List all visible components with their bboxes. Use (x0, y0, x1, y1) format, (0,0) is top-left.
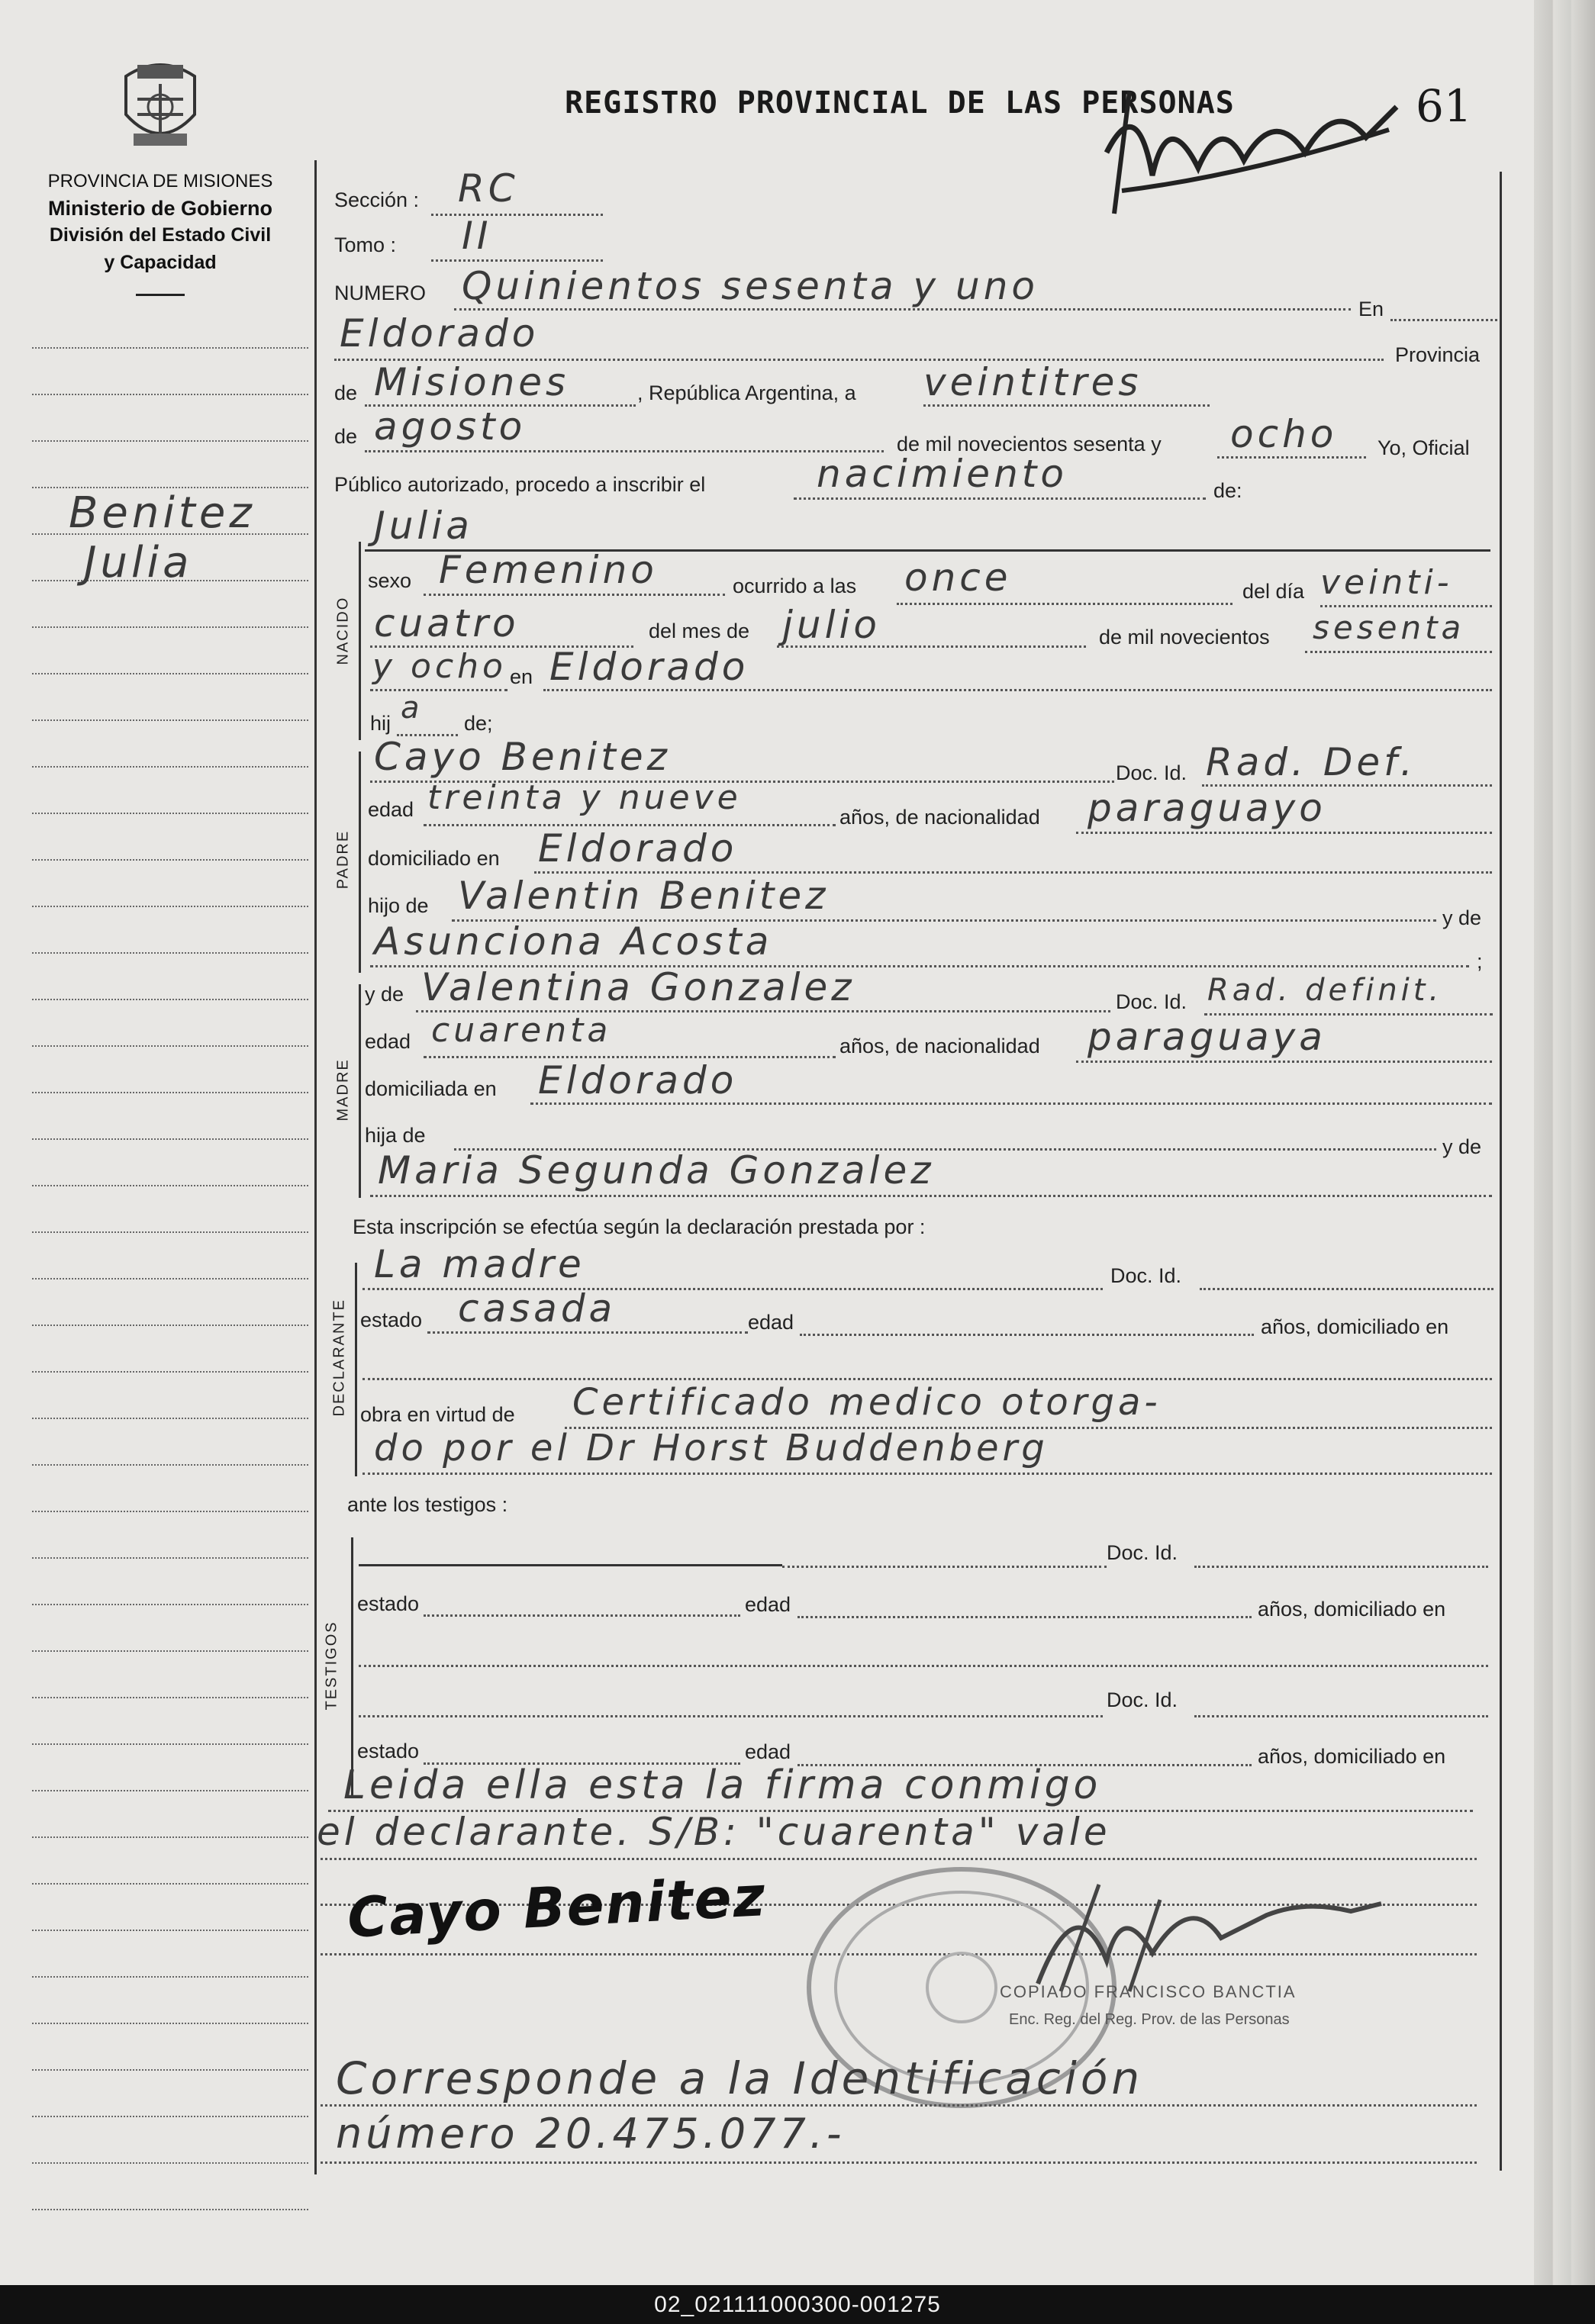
margin-ruled-line (32, 2069, 308, 2071)
org-divider (136, 294, 185, 296)
testigo2-doc-line (1194, 1715, 1488, 1717)
padre-nombre-value: Cayo Benitez (374, 735, 671, 779)
de-label-1: de (334, 381, 358, 404)
testigo1-nombre-line (359, 1564, 782, 1566)
margin-ruled-line (32, 1371, 308, 1373)
margin-ruled-line (32, 906, 308, 907)
padre-label: PADRE (334, 829, 352, 890)
inscripto-value: Julia (374, 504, 473, 548)
madre-edad-value: cuarenta (431, 1011, 612, 1050)
testigos-label: TESTIGOS (323, 1621, 340, 1711)
dia-nac-value-1: veinti- (1320, 563, 1453, 602)
org-line-1: PROVINCIA DE MISIONES (47, 171, 273, 192)
margin-ruled-line (32, 719, 308, 721)
padre-doc-value: Rad. Def. (1206, 740, 1416, 784)
margin-ruled-line (32, 2116, 308, 2117)
madre-y-de-label: y de (1442, 1135, 1482, 1158)
de-colon-label: de: (1213, 479, 1242, 502)
yo-oficial-label: Yo, Oficial (1378, 436, 1470, 459)
de-mil-nov-label: de mil novecientos (1099, 626, 1270, 649)
margin-ruled-line (32, 673, 308, 674)
org-line-2: Ministerio de Gobierno (47, 197, 273, 220)
left-frame-line (314, 160, 317, 2174)
official-signature-top (1091, 61, 1412, 221)
margin-ruled-line (32, 2162, 308, 2164)
official-signature-bottom (1015, 1869, 1397, 1999)
image-code-footer: 02_021111000300-001275 (0, 2285, 1595, 2324)
padre-edad-label: edad (368, 798, 414, 821)
sexo-label: sexo (368, 569, 412, 592)
lugar-nac-line (543, 689, 1492, 691)
inscripcion-label: Esta inscripción se efectúa según la declaración prestada por : (353, 1215, 926, 1238)
hij-label: hij (370, 712, 392, 735)
seccion-label: Sección : (334, 188, 420, 211)
provincia-label: Provincia (1395, 343, 1481, 366)
de-mil-label: de mil novecientos sesenta y (897, 433, 1162, 455)
margin-ruled-line (32, 1790, 308, 1791)
margin-ruled-line (32, 1092, 308, 1093)
sexo-line (424, 594, 725, 596)
org-line-3: División del Estado Civil (49, 224, 272, 246)
madre-doc-label: Doc. Id. (1116, 990, 1187, 1013)
margin-ruled-line (32, 1604, 308, 1605)
page-number: 61 (1416, 80, 1472, 132)
del-dia-label: del día (1242, 580, 1305, 603)
padre-padre-value: Valentin Benitez (458, 874, 830, 918)
declarante-edad-label: edad (748, 1311, 794, 1334)
tomo-line (431, 259, 603, 262)
acto-value: nacimiento (817, 452, 1068, 496)
tomo-value: II (462, 214, 492, 258)
margin-ruled-line (32, 1976, 308, 1978)
testigo1-doc-line (1194, 1566, 1488, 1568)
margin-ruled-line (32, 1511, 308, 1512)
margin-ruled-line (32, 1325, 308, 1326)
madre-edad-label: edad (365, 1030, 411, 1053)
declarante-label: DECLARANTE (330, 1299, 348, 1417)
hora-line (897, 603, 1232, 605)
declarante-dom-line (362, 1378, 1492, 1380)
margin-ruled-line (32, 440, 308, 442)
cierre-value-2: el declarante. S/B: "cuarenta" vale (317, 1810, 1111, 1854)
nota-line-1 (321, 2104, 1477, 2107)
padre-dom-value: Eldorado (538, 826, 738, 871)
numero-label: NUMERO (334, 282, 426, 304)
hijo-de-label: hijo de (368, 894, 429, 917)
testigo1-nombre-line-b (782, 1566, 1107, 1568)
testigo2-estado-label: estado (357, 1740, 420, 1762)
padre-bracket (359, 752, 361, 973)
lugar-value: Eldorado (340, 311, 540, 356)
testigo2-nombre-line (359, 1715, 1103, 1717)
padre-y-de-label: y de (1442, 906, 1482, 929)
declarante-doc-label: Doc. Id. (1110, 1264, 1182, 1287)
testigo1-dom-line (359, 1665, 1488, 1667)
numero-value: Quinientos sesenta y uno (462, 264, 1039, 308)
padre-nac-line (1076, 832, 1492, 834)
declarante-bracket (355, 1263, 357, 1476)
obra-label: obra en virtud de (360, 1403, 515, 1426)
dia-registro-value: veintitres (923, 360, 1142, 404)
anio-nac-value-2: y ocho (372, 647, 507, 686)
tomo-label: Tomo : (334, 233, 397, 256)
numero-line (454, 308, 1351, 311)
testigo1-edad-label: edad (745, 1593, 791, 1616)
madre-anos-label: años, de nacionalidad (839, 1035, 1040, 1057)
margin-ruled-line (32, 1836, 308, 1838)
testigos-bracket (351, 1537, 353, 1797)
testigo1-estado-line (424, 1614, 740, 1617)
org-line-4: y Capacidad (104, 252, 217, 273)
margin-ruled-line (32, 1231, 308, 1233)
ocurrido-label: ocurrido a las (733, 575, 857, 597)
dia-nac-line (1320, 605, 1492, 607)
margin-ruled-line (32, 2023, 308, 2024)
testigo2-anos-label: años, domiciliado en (1258, 1745, 1446, 1768)
seccion-value: RC (458, 166, 519, 211)
lugar-nac-value: Eldorado (549, 645, 749, 689)
de-semi-label: de; (464, 712, 493, 735)
provincia-value: Misiones (374, 360, 570, 404)
nota-value-2: número 20.475.077.- (336, 2110, 846, 2158)
margin-ruled-line (32, 1650, 308, 1652)
book-page-edges (1534, 0, 1595, 2285)
nota-line-2 (321, 2161, 1477, 2164)
margin-ruled-line (32, 1278, 308, 1279)
nota-value-1: Corresponde a la Identificación (336, 2052, 1144, 2104)
madre-dom-line (530, 1102, 1492, 1105)
obra-line-2 (362, 1473, 1492, 1475)
madre-madre-value: Maria Segunda Gonzalez (378, 1148, 935, 1193)
padre-madre-value: Asunciona Acosta (374, 919, 773, 964)
hora-value: once (904, 555, 1012, 600)
cierre-value-1: Leida ella esta la firma conmigo (343, 1762, 1102, 1808)
obra-value-1: Certificado medico otorga- (572, 1381, 1162, 1424)
testigo2-edad-label: edad (745, 1740, 791, 1763)
madre-doc-value: Rad. definit. (1207, 973, 1443, 1008)
del-mes-label: del mes de (649, 620, 750, 642)
margin-ruled-line (32, 1743, 308, 1745)
cierre-line-2 (321, 1858, 1477, 1860)
stamp-role: Enc. Reg. del Reg. Prov. de las Personas (1009, 2011, 1290, 2028)
testigo1-anos-label: años, domiciliado en (1258, 1598, 1446, 1621)
margin-ruled-line (32, 766, 308, 768)
anio-nac-line-2 (370, 689, 508, 691)
margin-firstname: Julia (84, 538, 193, 587)
hija-de-label: hija de (365, 1124, 426, 1147)
declarante-anos-label: años, domiciliado en (1261, 1315, 1449, 1338)
madre-nombre-value: Valentina Gonzalez (421, 965, 856, 1009)
en-label: En (1358, 298, 1384, 320)
declarante-estado-label: estado (360, 1308, 423, 1331)
en-line (1390, 319, 1497, 321)
margin-ruled-line (32, 1697, 308, 1698)
republica-label: , República Argentina, a (637, 381, 856, 404)
madre-nac-value: paraguaya (1088, 1015, 1326, 1059)
margin-ruled-line (32, 1418, 308, 1419)
y-de-start-label: y de (365, 983, 404, 1006)
margin-ruled-line (32, 1185, 308, 1186)
testigo2-doc-label: Doc. Id. (1107, 1688, 1178, 1711)
testigo1-edad-line (798, 1616, 1252, 1618)
anio-line (1217, 456, 1366, 459)
margin-ruled-line (32, 347, 308, 349)
sexo-value: Femenino (439, 548, 658, 592)
testigo1-doc-label: Doc. Id. (1107, 1541, 1178, 1564)
ante-testigos-label: ante los testigos : (347, 1493, 508, 1516)
madre-madre-line (370, 1195, 1492, 1197)
declarante-doc-line (1200, 1288, 1494, 1290)
seccion-line (431, 214, 603, 216)
margin-ruled-line (32, 813, 308, 814)
margin-ruled-line (32, 859, 308, 861)
hij-value: a (401, 690, 424, 726)
nacido-label: NACIDO (334, 596, 352, 665)
madre-dom-value: Eldorado (538, 1058, 738, 1102)
nacido-bracket (359, 542, 361, 740)
de-label-2: de (334, 425, 358, 448)
right-frame-line (1500, 172, 1502, 2171)
padre-anos-label: años, de nacionalidad (839, 806, 1040, 829)
publico-label: Público autorizado, procedo a inscribir el (334, 473, 706, 496)
margin-ruled-line (32, 1045, 308, 1047)
margin-ruled-line (32, 1883, 308, 1885)
margin-surname: Benitez (69, 488, 256, 538)
stamp-name: COPIADO FRANCISCO BANCTIA (1000, 1982, 1297, 2001)
margin-ruled-line (32, 1464, 308, 1466)
margin-ruled-line (32, 394, 308, 395)
provincial-seal-icon (114, 53, 206, 160)
declarante-estado-value: casada (458, 1286, 617, 1331)
dia-registro-line (923, 404, 1210, 407)
margin-ruled-line (32, 626, 308, 628)
madre-nac-line (1076, 1061, 1492, 1063)
padre-edad-value: treinta y nueve (427, 778, 742, 817)
madre-dom-label: domiciliada en (365, 1077, 497, 1100)
margin-ruled-line (32, 2209, 308, 2210)
anio-value: ocho (1230, 412, 1338, 456)
en-label-2: en (510, 665, 533, 688)
registry-title: REGISTRO PROVINCIAL DE LAS PERSONAS (565, 85, 1235, 121)
declarante-estado-line (427, 1331, 748, 1334)
margin-ruled-line (32, 1557, 308, 1559)
anio-nac-line (1305, 651, 1492, 653)
declarante-edad-line (800, 1334, 1254, 1336)
margin-ruled-line (32, 999, 308, 1000)
testigo1-estado-label: estado (357, 1592, 420, 1615)
mes-nac-value: julio (782, 603, 881, 647)
madre-bracket (359, 984, 361, 1198)
declarante-value: La madre (374, 1242, 585, 1286)
padre-dom-label: domiciliado en (368, 847, 500, 870)
padre-doc-label: Doc. Id. (1116, 761, 1187, 784)
acto-line (794, 497, 1206, 500)
anio-nac-value-1: sesenta (1313, 609, 1465, 646)
mes-registro-value: agosto (374, 404, 527, 449)
dia-nac-value-2: cuatro (374, 601, 520, 645)
margin-ruled-line (32, 1138, 308, 1140)
obra-value-2: do por el Dr Horst Buddenberg (374, 1427, 1049, 1469)
margin-ruled-line (32, 1930, 308, 1931)
padre-nac-value: paraguayo (1088, 786, 1326, 830)
margin-ruled-line (32, 952, 308, 954)
semicolon-label: ; (1477, 950, 1483, 973)
mes-registro-line (365, 450, 884, 452)
declarante-signature: Cayo Benitez (346, 1864, 768, 1950)
madre-label: MADRE (334, 1058, 352, 1122)
